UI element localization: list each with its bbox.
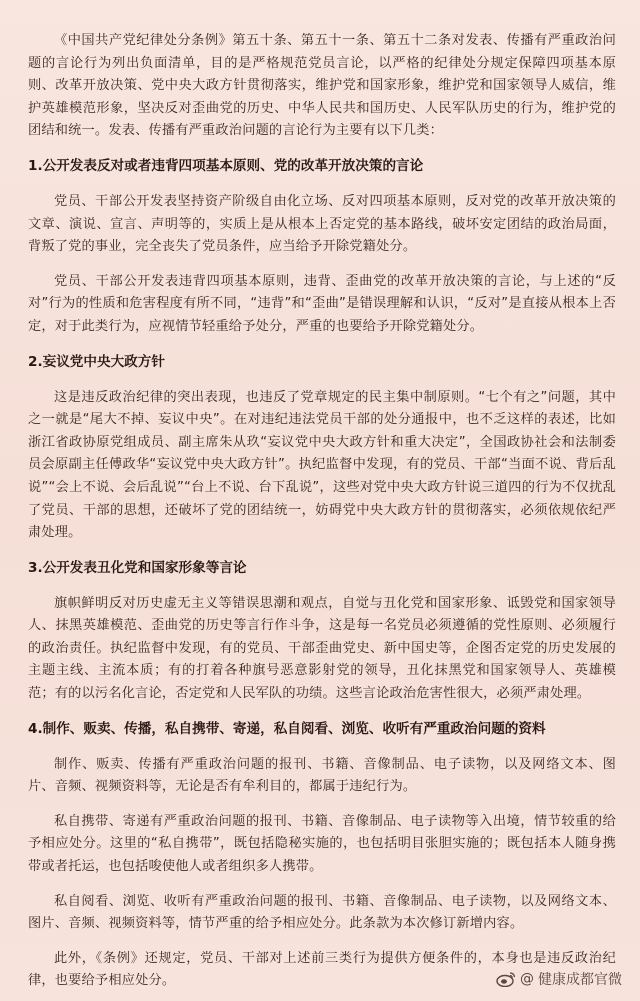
weibo-icon: [496, 971, 516, 987]
watermark-at: @: [520, 971, 534, 987]
section-1-paragraph-1: 党员、干部公开发表坚持资产阶级自由化立场、反对四项基本原则，反对党的改革开放决策的文章、演说、宣言、声明等的，实质上是从根本上否定党的基本路线，破坏安定团结的政治局面，背叛了党的事业，完全丧失了党员条件，应当给予开除党籍处分。: [28, 193, 616, 255]
section-4-paragraph-2: 私自携带、寄递有严重政治问题的报刊、书籍、音像制品、电子读物等入出境，情节较重的给予相应处分。这里的“私自携带”，既包括隐秘实施的，也包括明目张胆实施的；既包括本人随身携带或者托运，也包括唆使他人或者组织多人携带。: [28, 813, 616, 875]
section-2-paragraph-1: 这是违反政治纪律的突出表现，也违反了党章规定的民主集中制原则。“七个有之”问题，其中之一就是“尾大不掉、妄议中央”。在对违纪违法党员干部的处分通报中，也不乏这样的表述，比如浙江省政协原党组成员、副主席朱从玖“妄议党中央大政方针和重大决定”，全国政协社会和法制委员会原副主任傅政华“妄议党中央大政方针”。执纪监督中发现，有的党员、干部“当面不说、背后乱说”“会上不说、会后乱说”“台上不说、台下乱说”，这些对党中央大政方针说三道四的行为不仅扰乱了党员、干部的思想，还破坏了党的团结统一，妨碍党中央大政方针的贯彻落实，必须依规依纪严肃处理。: [28, 389, 616, 541]
section-2-heading: 2.妄议党中央大政方针: [28, 353, 165, 370]
section-1-heading: 1.公开发表反对或者违背四项基本原则、党的改革开放决策的言论: [28, 157, 424, 174]
section-3-paragraph-1: 旗帜鲜明反对历史虚无主义等错误思潮和观点，自觉与丑化党和国家形象、诋毁党和国家领导人、抹黑英雄模范、歪曲党的历史等言行作斗争，这是每一名党员必须遵循的党性原则、必须履行的政治责任。执纪监督中发现，有的党员、干部歪曲党史、新中国史等，企图否定党的历史发展的主题主线、主流本质；有的打着各种旗号恶意影射党的领导，丑化抹黑党和国家领导人、英雄模范；有的以污名化言论，否定党和人民军队的功绩。这些言论政治危害性很大，必须严肃处理。: [28, 595, 616, 702]
section-4-heading: 4.制作、贩卖、传播，私自携带、寄递，私自阅看、浏览、收听有严重政治问题的资料: [28, 720, 546, 737]
weibo-watermark: [496, 969, 622, 989]
section-1-paragraph-2: 党员、干部公开发表违背四项基本原则，违背、歪曲党的改革开放决策的言论，与上述的“反对”行为的性质和危害程度有所不同，“违背”和“歪曲”是错误理解和认识，“反对”是直接从根本上否定，对于此类行为，应视情节轻重给予处分，严重的也要给予开除党籍处分。: [28, 273, 616, 334]
section-3-heading: 3.公开发表丑化党和国家形象等言论: [28, 559, 247, 576]
intro-paragraph: 《中国共产党纪律处分条例》第五十条、第五十一条、第五十二条对发表、传播有严重政治问题的言论行为列出负面清单，目的是严格规范党员言论，以严格的纪律处分规定保障四项基本原则、改革开放决策、党中央大政方针贯彻落实，维护党和国家形象，维护党和国家领导人威信，维护英雄模范形象，坚决反对歪曲党的历史、中华人民共和国历史、人民军队历史的行为，维护党的团结和统一。发表、传播有严重政治问题的言论行为主要有以下几类：: [28, 33, 616, 139]
section-4-paragraph-3: 私自阅看、浏览、收听有严重政治问题的报刊、书籍、音像制品、电子读物，以及网络文本、图片、音频、视频资料等，情节严重的给予相应处分。此条款为本次修订新增内容。: [28, 893, 616, 932]
section-4-paragraph-4: 此外，《条例》还规定，党员、干部对上述前三类行为提供方便条件的，本身也是违反政治纪律，也要给予相应处分。: [28, 950, 616, 989]
watermark-account: 健康成都官微: [538, 972, 622, 988]
section-4-paragraph-1: 制作、贩卖、传播有严重政治问题的报刊、书籍、音像制品、电子读物，以及网络文本、图片、音频、视频资料等，无论是否有牟利目的，都属于违纪行为。: [28, 756, 616, 795]
